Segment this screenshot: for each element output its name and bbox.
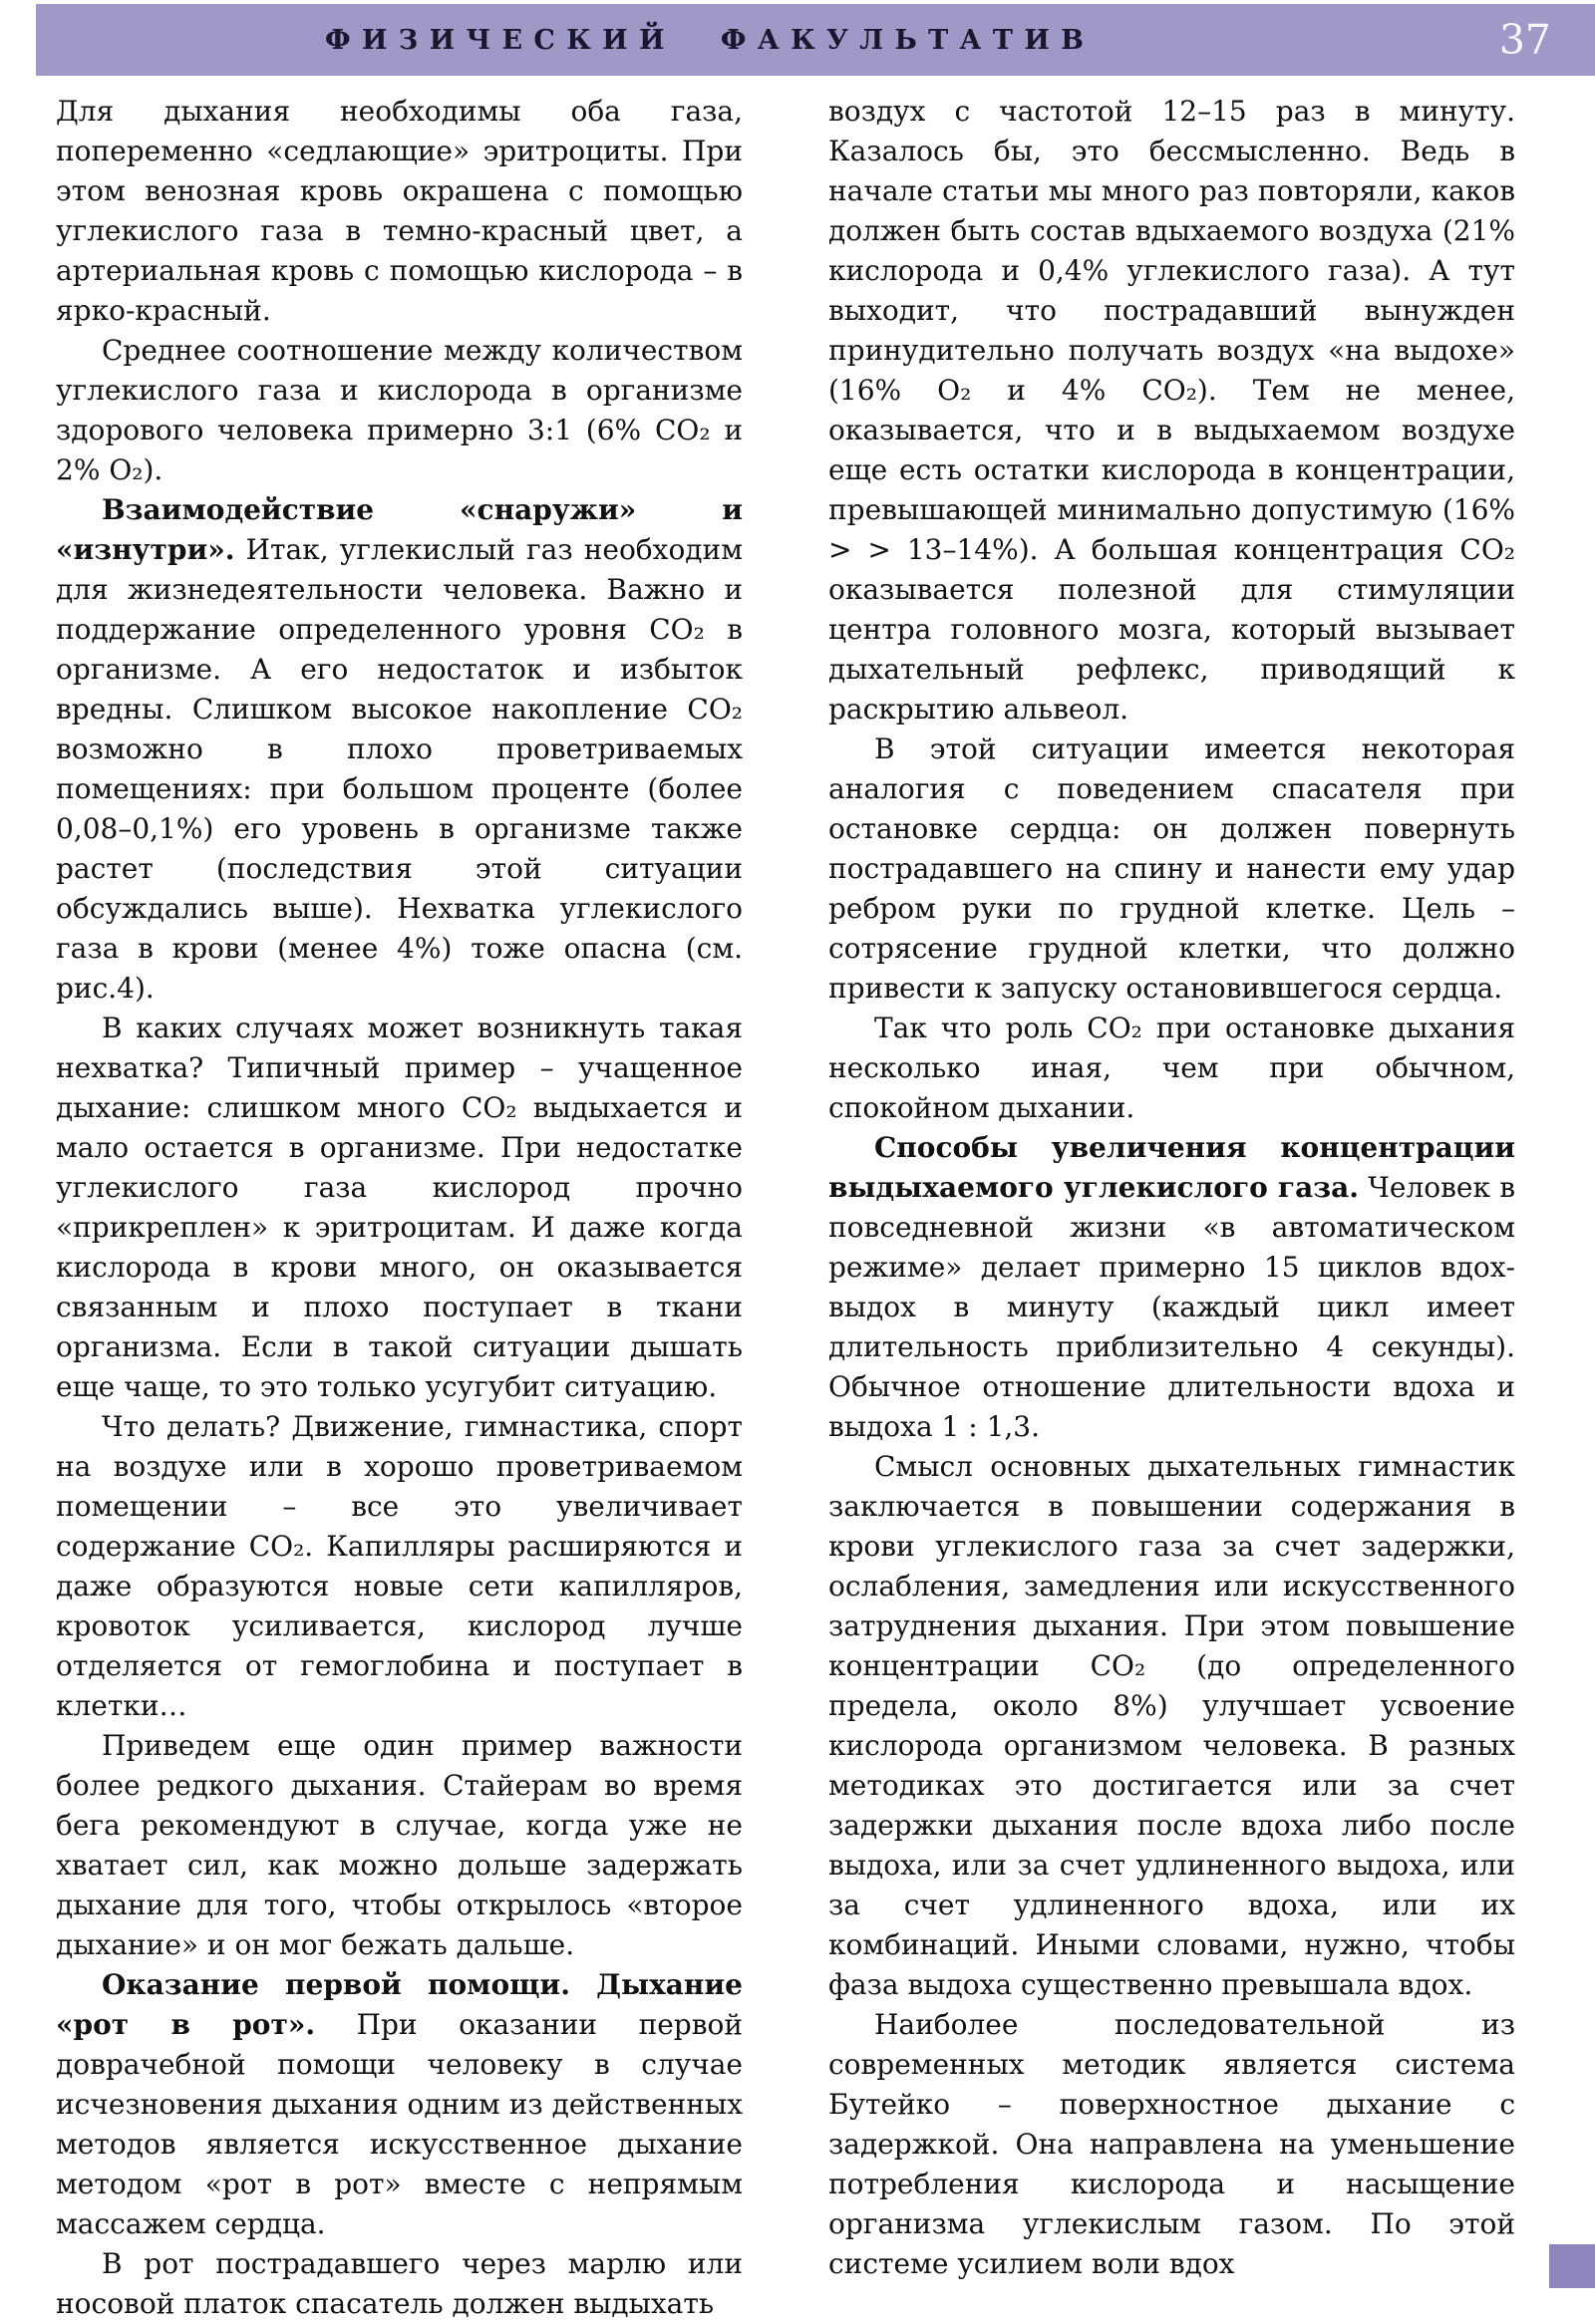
paragraph: Среднее соотношение между количеством углекислого газа и кислорода в организме здорового человека примерно 3:1 (6% CO₂ и 2% O₂). [56, 334, 743, 486]
paragraph: В каких случаях может возникнуть такая нехватка? Типичный пример – учащенное дыхание: слишком много CO₂ выдыхается и мало остается в организме. При недостатке углекислого газа кислород прочно «прикреплен» к эритроцитам. И даже когда кислорода в крови много, он оказывается связанным и плохо поступает в ткани организма. Если в такой ситуации дышать еще чаще, то это только усугубит ситуацию. [56, 1012, 743, 1403]
paragraph: Взаимодействие «снаружи» и «изнутри». Итак, углекислый газ необходим для жизнедеятельности человека. Важно и поддержание определенного уровня CO₂ в организме. А его недостаток и избыток вредны. Слишком высокое накопление CO₂ возможно в плохо проветриваемых помещениях: при большом проценте (более 0,08–0,1%) его уровень в организме также растет (последствия этой ситуации обсуждались выше). Нехватка углекислого газа в крови (менее 4%) тоже опасна (см. рис.4). [56, 493, 743, 1005]
paragraph: В рот пострадавшего через марлю или носовой платок спасатель должен выдыхать [56, 2247, 743, 2320]
paragraph: Для дыхания необходимы оба газа, попеременно «седлающие» эритроциты. При этом венозная кровь окрашена с помощью углекислого газа в темно-красный цвет, а артериальная кровь с помощью кислорода – в ярко-красный. [56, 95, 743, 327]
paragraph-lead: Способы увеличения концентрации выдыхаемого углекислого газа. [828, 1131, 1515, 1204]
paragraph: Приведем еще один пример важности более редкого дыхания. Стайерам во время бега рекомендуют в случае, когда уже не хватает сил, как можно дольше задержать дыхание для того, чтобы открылось «второе дыхание» и он мог бежать дальше. [56, 1729, 743, 1961]
article-body [56, 92, 1515, 2324]
page-number: 37 [1498, 16, 1551, 64]
page-header-title: ФИЗИЧЕСКИЙ ФАКУЛЬТАТИВ [325, 25, 1096, 56]
left-column [56, 92, 743, 2324]
paragraph: Оказание первой помощи. Дыхание «рот в рот». При оказании первой доврачебной помощи человеку в случае исчезновения дыхания одним из действенных методов является искусственное дыхание методом «рот в рот» вместе с непрямым массажем сердца. [56, 1968, 744, 2240]
paragraph: Наиболее последовательной из современных методик является система Бутейко – поверхностное дыхание с задержкой. Она направлена на уменьшение потребления кислорода и насыщение организма углекислым газом. По этой системе усилием воли вдох [828, 2008, 1515, 2280]
paragraph-lead: Оказание первой помощи. Дыхание «рот в рот». [56, 1968, 743, 2041]
right-column [828, 92, 1515, 2324]
paragraph: Способы увеличения концентрации выдыхаемого углекислого газа. Человек в повседневной жизни «в автоматическом режиме» делает примерно 15 циклов вдох-выдох в минуту (каждый цикл имеет длительность приблизительно 4 секунды). Обычное отношение длительности вдоха и выдоха 1 : 1,3. [828, 1131, 1515, 1443]
paragraph-lead: Взаимодействие «снаружи» и «изнутри». [56, 493, 743, 566]
paragraph: Так что роль CO₂ при остановке дыхания несколько иная, чем при обычном, спокойном дыхании. [828, 1012, 1515, 1124]
paragraph: В этой ситуации имеется некоторая аналогия с поведением спасателя при остановке сердца: он должен повернуть пострадавшего на спину и нанести ему удар ребром руки по грудной клетке. Цель – сотрясение грудной клетки, что должно привести к запуску остановившегося сердца. [828, 732, 1515, 1005]
paragraph: Смысл основных дыхательных гимнастик заключается в повышении содержания в крови углекислого газа за счет задержки, ослабления, замедления или искусственного затруднения дыхания. При этом повышение концентрации CO₂ (до определенного предела, около 8%) улучшает усвоение кислорода организмом человека. В разных методиках это достигается или за счет задержки дыхания после вдоха либо после выдоха, или за счет удлиненного выдоха, или за счет удлиненного вдоха, или их комбинаций. Иными словами, нужно, чтобы фаза выдоха существенно превышала вдох. [828, 1450, 1515, 2001]
paragraph: воздух с частотой 12–15 раз в минуту. Казалось бы, это бессмысленно. Ведь в начале статьи мы много раз повторяли, каков должен быть состав вдыхаемого воздуха (21% кислорода и 0,4% углекислого газа). А тут выходит, что пострадавший вынужден принудительно получать воздух «на выдохе» (16% O₂ и 4% CO₂). Тем не менее, оказывается, что и в выдыхаемом воздухе еще есть остатки кислорода в концентрации, превышающей минимально допустимую (16% > > 13–14%). А большая концентрация CO₂ оказывается полезной для стимуляции центра головного мозга, который вызывает дыхательный рефлекс, приводящий к раскрытию альвеол. [828, 95, 1515, 726]
header-bar [36, 4, 1595, 76]
paragraph: Что делать? Движение, гимнастика, спорт на воздухе или в хорошо проветриваемом помещении – все это увеличивает содержание CO₂. Капилляры расширяются и даже образуются новые сети капилляров, кровоток усиливается, кислород лучше отделяется от гемоглобина и поступает в клетки… [56, 1410, 743, 1722]
corner-decoration [1549, 2244, 1595, 2288]
